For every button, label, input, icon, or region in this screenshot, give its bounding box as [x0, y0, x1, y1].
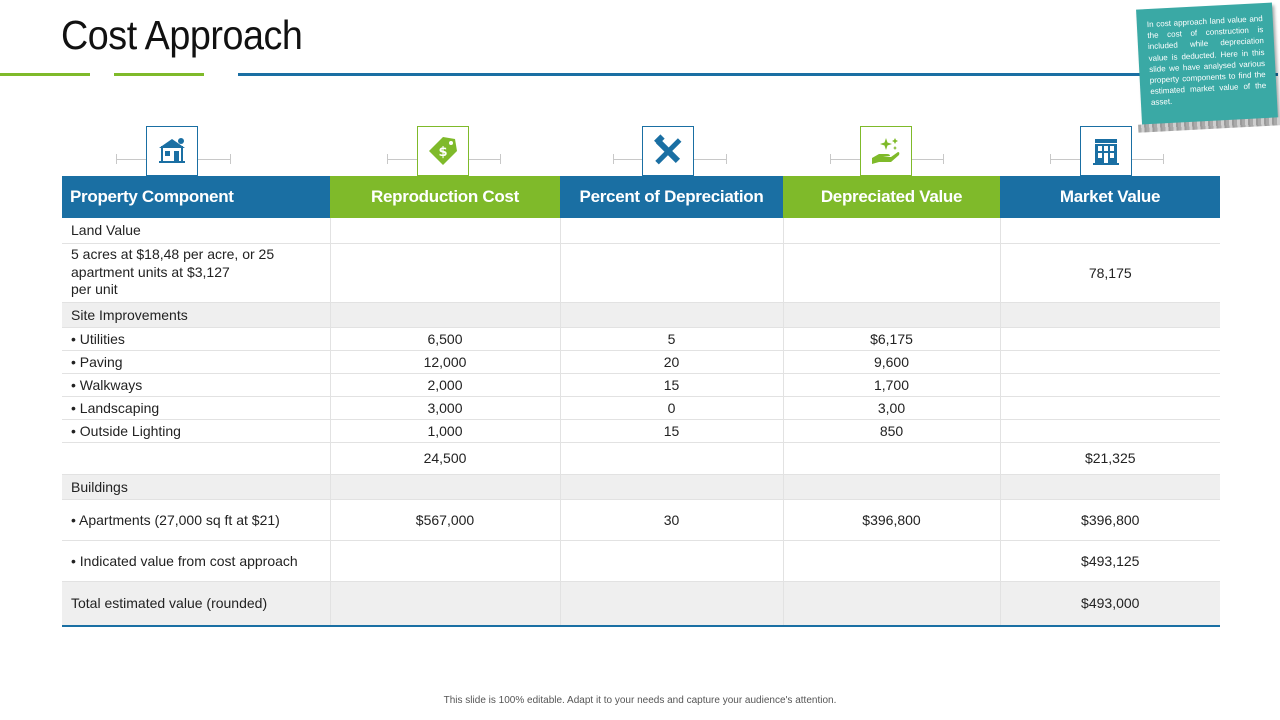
cost-approach-table [62, 176, 1220, 627]
sticky-note [1136, 3, 1278, 126]
table-cell [783, 474, 1000, 499]
table-cell: Site Improvements [62, 302, 330, 327]
table-cell [330, 474, 560, 499]
table-cell [62, 243, 330, 302]
icon-tick [1050, 154, 1051, 164]
table-cell: 30 [560, 499, 783, 540]
title-rule-green-2 [114, 73, 204, 76]
column-icon-row [62, 126, 1220, 176]
table-cell [1000, 218, 1220, 243]
table-row [62, 373, 1220, 396]
table-cell [1000, 419, 1220, 442]
table-cell [330, 540, 560, 581]
table-cell [62, 442, 330, 474]
table-cell: $6,175 [783, 327, 1000, 350]
price-tag-icon [417, 126, 469, 176]
table-row [62, 581, 1220, 626]
table-row [62, 218, 1220, 243]
table-cell: $396,800 [1000, 499, 1220, 540]
table-row [62, 474, 1220, 499]
icon-slot-3 [560, 126, 783, 176]
table-cell-text: 5 acres at $18,48 per acre, or 25 apartment units at $3,127 per unit [71, 246, 275, 298]
table-cell: • Walkways [62, 373, 330, 396]
icon-tick [500, 154, 501, 164]
table-cell: 9,600 [783, 350, 1000, 373]
icon-slot-2 [330, 126, 560, 176]
table-cell [330, 243, 560, 302]
header-market-value: Market Value [1000, 176, 1220, 218]
table-cell: 78,175 [1000, 243, 1220, 302]
table-cell [560, 540, 783, 581]
table-cell [560, 243, 783, 302]
table-row [62, 302, 1220, 327]
title-rule-green-1 [0, 73, 90, 76]
table-row [62, 442, 1220, 474]
table-cell [560, 442, 783, 474]
table-cell [560, 302, 783, 327]
icon-tick [1163, 154, 1164, 164]
table-cell [560, 218, 783, 243]
table-row [62, 396, 1220, 419]
table-cell: Total estimated value (rounded) [62, 581, 330, 626]
hand-sparkle-icon [860, 126, 912, 176]
table-cell [783, 302, 1000, 327]
table-cell [330, 218, 560, 243]
table-row [62, 350, 1220, 373]
icon-tick [230, 154, 231, 164]
icon-tick [116, 154, 117, 164]
table-cell [783, 442, 1000, 474]
table-cell: 3,000 [330, 396, 560, 419]
table-cell: $493,125 [1000, 540, 1220, 581]
table-cell: $21,325 [1000, 442, 1220, 474]
svg-text:$: $ [438, 145, 448, 160]
icon-slot-1 [62, 126, 330, 176]
table-cell: 15 [560, 419, 783, 442]
table-cell: 2,000 [330, 373, 560, 396]
table-cell: • Landscaping [62, 396, 330, 419]
table-cell [1000, 373, 1220, 396]
header-percent-depreciation: Percent of Depreciation [560, 176, 783, 218]
title-rule-blue [238, 73, 1278, 76]
table-cell: $493,000 [1000, 581, 1220, 626]
table-cell: 20 [560, 350, 783, 373]
table-cell: Buildings [62, 474, 330, 499]
table-cell: • Outside Lighting [62, 419, 330, 442]
table-cell: 0 [560, 396, 783, 419]
table-cell [560, 474, 783, 499]
table-cell [330, 302, 560, 327]
table-cell [1000, 350, 1220, 373]
table-cell [783, 243, 1000, 302]
table-cell: $567,000 [330, 499, 560, 540]
table-row [62, 327, 1220, 350]
table-cell [1000, 327, 1220, 350]
icon-tick [830, 154, 831, 164]
table-row [62, 243, 1220, 302]
table-cell: • Indicated value from cost approach [62, 540, 330, 581]
building-icon [1080, 126, 1132, 176]
table-cell: 6,500 [330, 327, 560, 350]
table-cell [1000, 302, 1220, 327]
table-cell: 15 [560, 373, 783, 396]
table-cell: 3,00 [783, 396, 1000, 419]
table-cell [330, 581, 560, 626]
table-cell: • Paving [62, 350, 330, 373]
table-cell [783, 540, 1000, 581]
table-cell: 12,000 [330, 350, 560, 373]
table-cell: Land Value [62, 218, 330, 243]
table-cell: 5 [560, 327, 783, 350]
table-header-row [62, 176, 1220, 218]
icon-tick [943, 154, 944, 164]
icon-tick [387, 154, 388, 164]
table-cell [1000, 396, 1220, 419]
table-cell [783, 218, 1000, 243]
table-cell: 850 [783, 419, 1000, 442]
header-depreciated-value: Depreciated Value [783, 176, 1000, 218]
table-cell: 1,700 [783, 373, 1000, 396]
table-cell [560, 581, 783, 626]
icon-tick [726, 154, 727, 164]
tools-icon [642, 126, 694, 176]
table-row [62, 540, 1220, 581]
icon-slot-5 [1000, 126, 1220, 176]
sticky-note-text: In cost approach land value and the cost of construction is included while depreciation value is deducted. Here in this slide we have analysed various property components to find the estimated market value of the asset. [1146, 14, 1267, 108]
icon-tick [613, 154, 614, 164]
header-reproduction-cost: Reproduction Cost [330, 176, 560, 218]
table-cell [783, 581, 1000, 626]
table-cell: • Utilities [62, 327, 330, 350]
table-row [62, 499, 1220, 540]
house-icon [146, 126, 198, 176]
icon-slot-4 [783, 126, 1000, 176]
table-row [62, 419, 1220, 442]
table-cell [1000, 474, 1220, 499]
page-title: Cost Approach [61, 12, 303, 58]
table-cell: • Apartments (27,000 sq ft at $21) [62, 499, 330, 540]
table-cell: $396,800 [783, 499, 1000, 540]
header-property-component: Property Component [62, 176, 330, 218]
table-cell: 24,500 [330, 442, 560, 474]
footer-note: This slide is 100% editable. Adapt it to your needs and capture your audience's attention. [443, 695, 837, 706]
table-cell: 1,000 [330, 419, 560, 442]
